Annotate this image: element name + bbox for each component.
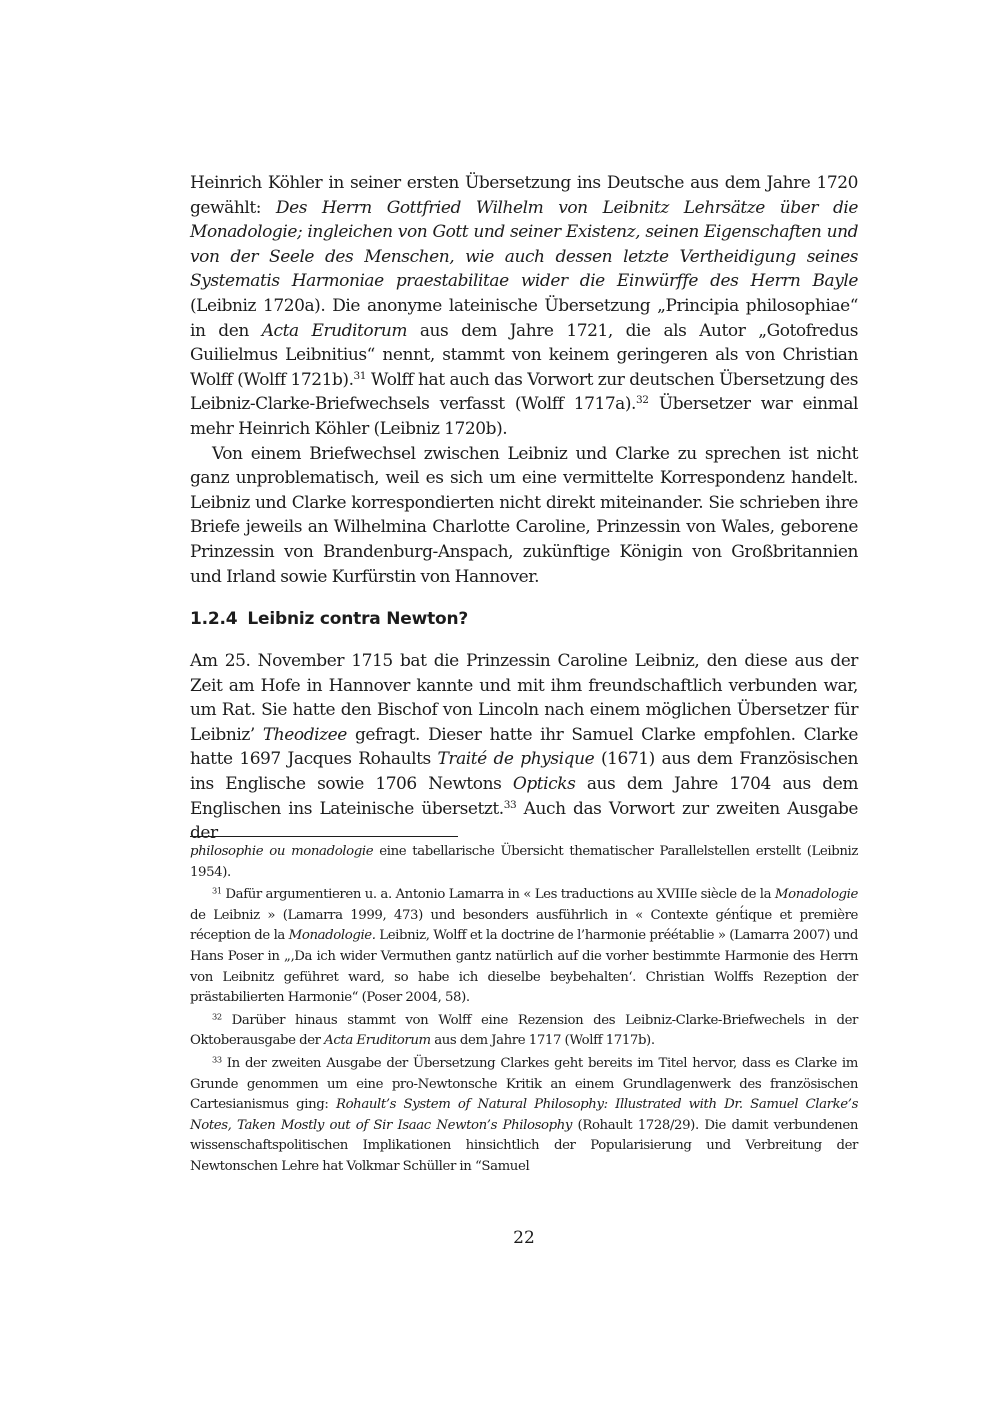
footnote-number: 32 [212,1011,222,1022]
work-title-italic: Traité de physique [437,749,595,770]
text-run: Darüber hinaus stammt von Wolff eine Rezension des Leibniz-Clarke-Briefwechels in der Oktoberausgabe der [190,1012,858,1049]
footnote-31 [190,885,858,1009]
text-run: de Leibniz » (Lamarra 1999, 473) und besonders ausführlich in « Contexte gént́ique et première réception de la [190,907,858,944]
text-run: (1671) aus dem Französischen ins Englische sowie 1706 Newtons [190,749,858,794]
text-run: Wolff hat auch das Vorwort zur deutschen Übersetzung des Leibniz-Clarke-Briefwechsels verfasst (Wolff 1717a). [190,369,858,415]
section-number: 1.2.4 [190,609,238,629]
journal-title-italic: Acta Eruditorum [261,320,408,341]
section-heading [190,609,858,629]
work-title-italic: Theodizee [262,724,347,745]
footnotes [190,842,858,1180]
text-run: aus dem Jahre 1704 aus dem Englischen ins Lateinische übersetzt. [190,773,858,819]
text-run: (Rohault 1728/29). Die damit verbundenen wissenschaftspolitischen Implikationen hinsichtlich der Popularisierung und Verbreitung der Newtonschen Lehre hat Volkmar Schüller in “Samuel [190,1117,858,1174]
footnote-ref-32[interactable]: 32 [636,394,649,407]
text-run: (Leibniz 1720a). Die anonyme lateinische Übersetzung „Principia philosophiae“ in den [190,295,858,341]
text-run: gefragt. Dieser hatte ihr Samuel Clarke empfohlen. Clarke hatte 1697 Jacques Rohaults [190,724,858,770]
text-run: aus dem Jahre 1721, die als Autor „Gotofredus Guilielmus Leibnitius“ nennt, stammt von keinem geringeren als von Christian Wolff (Wolff 1721b). [190,320,858,390]
text-run: eine tabellarische Übersicht thematischer Parallelstellen erstellt (Leibniz 1954). [190,844,858,880]
text-run: Heinrich Köhler in seiner ersten Übersetzung ins Deutsche aus dem Jahre 1720 gewählt: [190,173,858,218]
footnote-number: 31 [212,885,222,896]
text-italic: Acta Eruditorum [324,1033,431,1049]
text-run: Dafür argumentieren u. a. Antonio Lamarra in « Les traductions au XVIIIe siècle de la [221,887,775,903]
text-run: aus dem Jahre 1717 (Wolff 1717b). [430,1033,655,1049]
body-text-top [190,171,858,589]
text-run: Auch das Vorwort zur zweiten Ausgabe der [190,798,858,844]
section-title: Leibniz contra Newton? [247,609,469,629]
body-text-section [190,649,858,846]
footnote-continuation [190,842,858,883]
paragraph-translations [190,171,858,442]
footnote-rule [190,836,458,837]
footnote-ref-31[interactable]: 31 [353,369,367,382]
footnote-33 [190,1054,858,1178]
text-run: Am 25. November 1715 bat die Prinzessin Caroline Leibniz, den diese aus der Zeit am Hofe in Hannover kannte und mit ihm freundschaftlich verbunden war, um Rat. Sie hatte den Bischof von Lincoln nach einem möglichen Übersetzer für Leibniz’ [190,651,858,745]
text-italic: Monadologie [774,887,858,903]
work-title-italic: Opticks [512,773,576,794]
paragraph-correspondence: Von einem Briefwechsel zwischen Leibniz und Clarke zu sprechen ist nicht ganz unproblematisch, weil es sich um eine vermittelte Korrespondenz handelt. Leibniz und Clarke korrespondierten nicht direkt miteinander. Sie schrieben ihre Briefe jeweils an Wilhelmina Charlotte Caroline, Prinzessin von Wales, geborene Prinzessin von Brandenburg-Anspach, zukünftige Königin von Großbritannien und Irland sowie Kurfürstin von Hannover. [190,443,858,587]
text-italic: Monadologie. [288,928,376,944]
text-run: Übersetzer war einmal mehr Heinrich Köhler (Leibniz 1720b). [190,394,858,439]
text-run: In der zweiten Ausgabe der Übersetzung Clarkes geht bereits im Titel hervor, dass es Clarke im Grunde genommen um eine pro-Newtonsche Kritik an einem Grundlagenwerk des französischen Cartesianismus ging: [190,1055,858,1113]
text-italic: Rohault’s System of Natural Philosophy: Illustrated with Dr. Samuel Clarke’s Notes, Taken Mostly out of Sir Isaac Newton’s Philosophy [190,1097,858,1133]
footnote-ref-33[interactable]: 33 [503,798,517,811]
text-italic: philosophie ou monadologie [190,844,374,859]
footnote-number: 33 [212,1054,222,1065]
footnote-32 [190,1011,858,1052]
text-run: Leibniz, Wolff et la doctrine de l’harmonie préétablie » (Lamarra 2007) und Hans Poser in „‚Da ich wider Vermuthen gantz natürlich auf die vorher bestimmte Harmonie des Herrn von Leibnitz geführet ward, so habe ich dieselbe beybehalten‘. Christian Wolffs Rezeption der prästabilierten Harmonie“ (Poser 2004, 58). [190,928,858,1006]
book-title-italic: Des Herrn Gottfried Wilhelm von Leibnitz Lehrsätze über die Monadologie; ingleichen von Gott und seiner Existenz, seinen Eigenschaften und von der Seele des Menschen, wie auch dessen letzte Vertheidigung seines Systematis Harmoniae praestabilitae wider die Einwürffe des Herrn Bayle [190,197,858,292]
page-number: 22 [513,1228,535,1248]
paragraph-caroline [190,649,858,846]
